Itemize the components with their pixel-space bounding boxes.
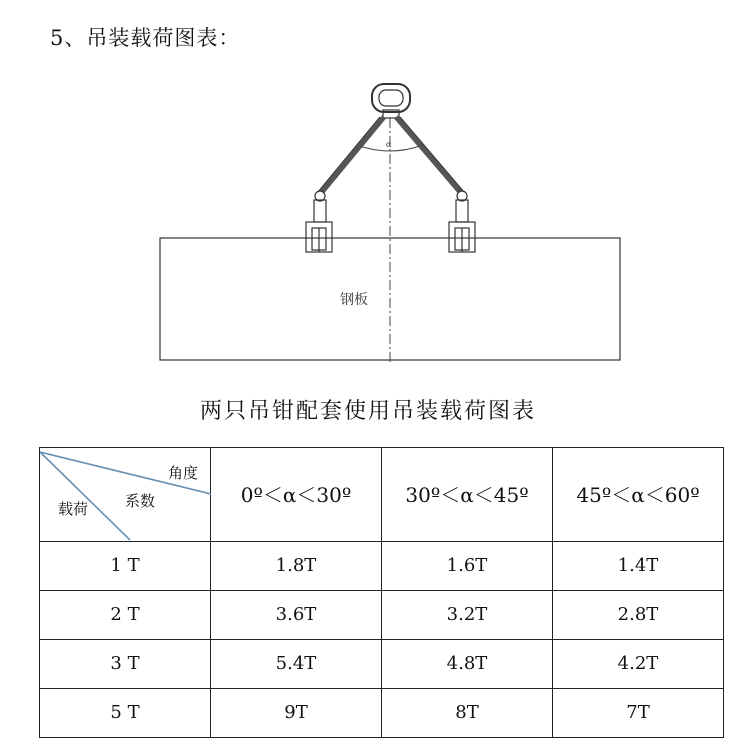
load-table <box>39 447 724 738</box>
corner-label-angle: 角度 <box>168 464 199 482</box>
left-clamp <box>306 191 332 252</box>
right-chain <box>396 117 464 192</box>
table-cell: 8T <box>382 689 553 738</box>
table-cell: 2.8T <box>553 591 724 640</box>
table-cell: 1.6T <box>382 542 553 591</box>
corner-cell <box>40 448 211 542</box>
corner-label-coefficient: 系数 <box>125 492 156 510</box>
table-cell: 1.8T <box>211 542 382 591</box>
table-title: 两只吊钳配套使用吊装载荷图表 <box>199 399 536 424</box>
row-load: 1 T <box>40 542 211 591</box>
table-row <box>40 689 724 738</box>
master-ring <box>372 84 410 118</box>
row-load: 3 T <box>40 640 211 689</box>
table-row <box>40 591 724 640</box>
corner-label-load: 载荷 <box>58 500 89 518</box>
section-heading: 5、吊装载荷图表： <box>50 26 241 50</box>
column-header: 30º＜α＜45º <box>382 448 553 542</box>
table-row <box>40 542 724 591</box>
right-clamp <box>449 191 475 252</box>
table-cell: 4.2T <box>553 640 724 689</box>
plate-label: 钢板 <box>340 292 368 308</box>
table-cell: 3.6T <box>211 591 382 640</box>
table-cell: 5.4T <box>211 640 382 689</box>
row-load: 2 T <box>40 591 211 640</box>
table-cell: 3.2T <box>382 591 553 640</box>
header-row <box>40 448 724 542</box>
table-cell: 4.8T <box>382 640 553 689</box>
column-header: 0º＜α＜30º <box>211 448 382 542</box>
row-load: 5 T <box>40 689 211 738</box>
angle-label: α <box>386 140 392 149</box>
table-cell: 7T <box>553 689 724 738</box>
table-cell: 9T <box>211 689 382 738</box>
table-cell: 1.4T <box>553 542 724 591</box>
column-header: 45º＜α＜60º <box>553 448 724 542</box>
table-row <box>40 640 724 689</box>
left-chain <box>318 117 384 192</box>
